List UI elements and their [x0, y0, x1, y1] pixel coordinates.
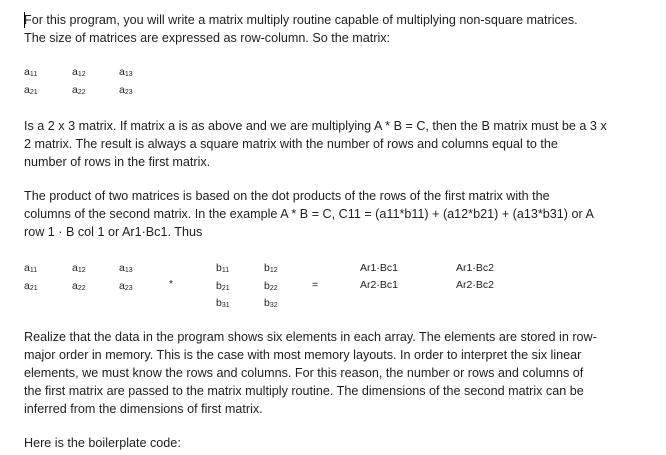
times-operator: *: [169, 278, 174, 290]
boilerplate-line: Here is the boilerplate code:: [24, 436, 181, 450]
dot-product-paragraph: [24, 187, 642, 241]
size-line-1: Is a 2 x 3 matrix. If matrix a is as above and we are multiplying A * B = C, then the B matrix must be a 3 x: [24, 119, 607, 133]
eq-b-cell: $b_{31}$: [216, 297, 230, 309]
memory-line-3: elements, we must know the rows and columns. For this reason, the number or rows and columns of: [24, 366, 584, 380]
boilerplate-heading: [24, 434, 642, 452]
intro-line-1: For this program, you will write a matrix multiply routine capable of multiplying non-square matrices.: [24, 13, 578, 27]
eq-a-cell: $a_{13}$: [119, 262, 133, 274]
matrix-a-cell: $a_{12}$: [72, 66, 86, 78]
eq-a-cell: $a_{11}$: [24, 262, 38, 274]
eq-b-cell: $b_{22}$: [264, 280, 278, 292]
dot-line-1: The product of two matrices is based on the dot products of the rows of the first matrix with the: [24, 189, 550, 203]
size-paragraph: [24, 117, 642, 171]
eq-c-cell: Ar2·Bc2: [456, 279, 494, 291]
matrix-a-cell: $a_{13}$: [119, 66, 133, 78]
eq-c-cell: Ar2·Bc1: [360, 279, 398, 291]
eq-b-cell: $b_{11}$: [216, 262, 230, 274]
matrix-a-cell: $a_{21}$: [24, 84, 38, 96]
memory-line-4: the first matrix are passed to the matrix multiply routine. The dimensions of the second matrix can be: [24, 384, 584, 398]
dot-line-3: row 1 · B col 1 or Ar1·Bc1. Thus: [24, 225, 203, 239]
matrix-a-cell: $a_{11}$: [24, 66, 38, 78]
eq-b-cell: $b_{21}$: [216, 280, 230, 292]
eq-a-cell: $a_{23}$: [119, 280, 133, 292]
dot-line-2: columns of the second matrix. In the example A * B = C, C11 = (a11*b11) + (a12*b21) + (a13*b31) or A: [24, 207, 594, 221]
size-line-2: 2 matrix. The result is always a square matrix with the number of rows and columns equal to the: [24, 137, 558, 151]
matrix-a-cell: $a_{22}$: [72, 84, 86, 96]
equals-operator: =: [312, 279, 319, 291]
size-line-3: number of rows in the first matrix.: [24, 155, 211, 169]
intro-paragraph: [24, 11, 642, 47]
memory-line-5: inferred from the dimensions of first matrix.: [24, 402, 263, 416]
eq-c-cell: Ar1·Bc1: [360, 262, 398, 274]
eq-b-cell: $b_{12}$: [264, 262, 278, 274]
matrix-a-cell: $a_{23}$: [119, 84, 133, 96]
memory-line-1: Realize that the data in the program shows six elements in each array. The elements are stored in row-: [24, 330, 597, 344]
eq-a-cell: $a_{22}$: [72, 280, 86, 292]
eq-a-cell: $a_{12}$: [72, 262, 86, 274]
intro-line-2: The size of matrices are expressed as row-column. So the matrix:: [24, 31, 391, 45]
memory-line-2: major order in memory. This is the case with most memory layouts. In order to interpret the six linear: [24, 348, 582, 362]
eq-b-cell: $b_{32}$: [264, 297, 278, 309]
memory-layout-paragraph: [24, 328, 642, 418]
eq-a-cell: $a_{21}$: [24, 280, 38, 292]
eq-c-cell: Ar1·Bc2: [456, 262, 494, 274]
